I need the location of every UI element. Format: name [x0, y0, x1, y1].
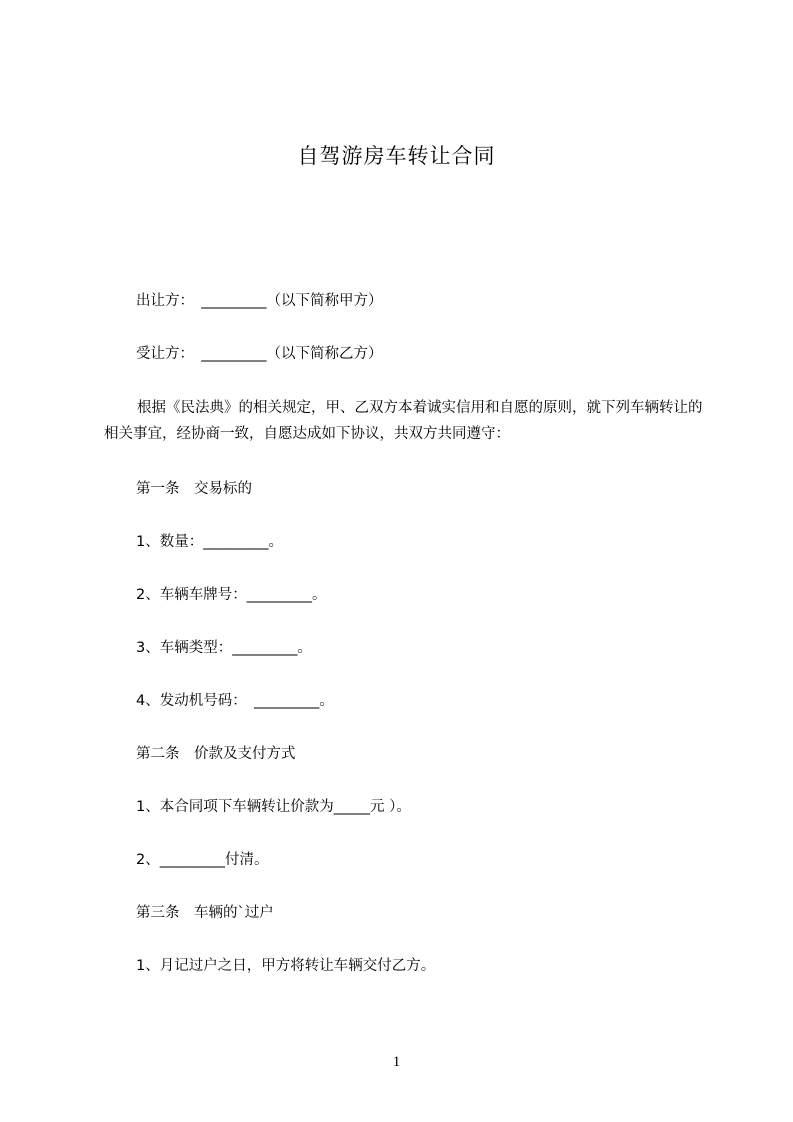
article3-heading: 第三条 车辆的`过户: [136, 905, 274, 921]
article2-item-2: 2、_________付清。: [136, 852, 269, 868]
page-number: 1: [392, 1054, 401, 1070]
article1-item-1: 1、数量：_________。: [136, 534, 283, 550]
article2-heading: 第二条 价款及支付方式: [136, 746, 296, 762]
document-title: 自驾游房车转让合同: [297, 144, 496, 168]
article3-item-1: 1、月记过户之日，甲方将转让车辆交付乙方。: [136, 958, 436, 974]
seller-line: 出让方： _________（以下简称甲方）: [136, 293, 383, 309]
article1-item-2: 2、车辆车牌号：_________。: [136, 587, 327, 603]
preamble-paragraph: 根据《民法典》的相关规定，甲、乙双方本着诚实信用和自愿的原则，就下列车辆转让的相关事宜，经协商一致，自愿达成如下协议，共双方共同遵守：: [104, 400, 703, 442]
article1-heading: 第一条 交易标的: [136, 481, 252, 497]
article1-item-4: 4、发动机号码： _________。: [136, 693, 334, 709]
article1-item-3: 3、车辆类型：_________。: [136, 640, 312, 656]
article2-item-1: 1、本合同项下车辆转让价款为_____元 ）。: [136, 799, 411, 815]
buyer-line: 受让方： _________（以下简称乙方）: [136, 346, 383, 362]
